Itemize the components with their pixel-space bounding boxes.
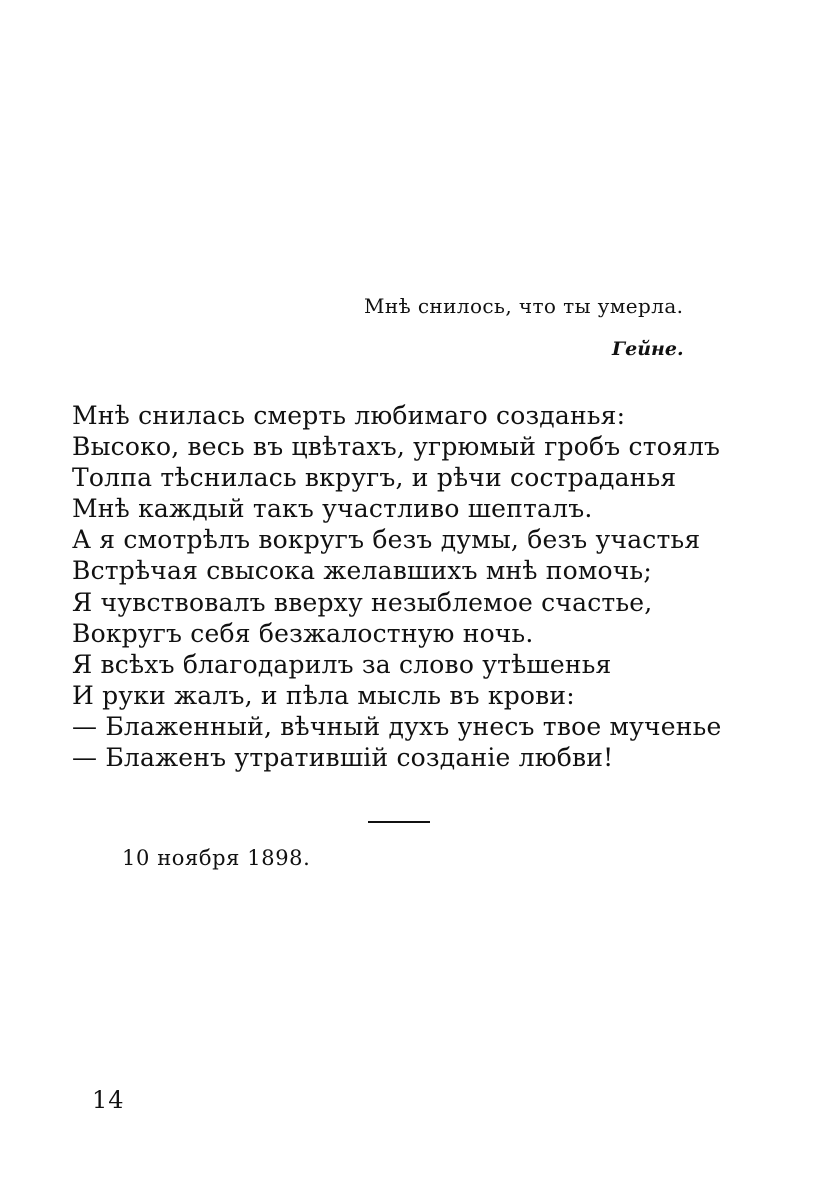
poem-line: Толпа тѣснилась вкругъ, и рѣчи состраданья [72,463,677,493]
poem-line: Высоко, весь въ цвѣтахъ, угрюмый гробъ стоялъ [72,432,721,462]
epigraph-author: Гейне. [612,338,684,360]
section-divider [368,821,430,823]
poem-line: Встрѣчая свысока желавшихъ мнѣ помочь; [72,556,652,586]
poem-line: Мнѣ каждый такъ участливо шепталъ. [72,494,593,524]
poem-line: И руки жалъ, и пѣла мысль въ крови: [72,680,575,710]
page-number: 14 [92,1086,125,1114]
poem-line: Я чувствовалъ вверху незыблемое счастье, [72,587,653,617]
poem-date: 10 ноября 1898. [122,846,311,870]
poem-line: А я смотрѣлъ вокругъ безъ думы, безъ участья [72,525,701,555]
poem-body [72,400,721,773]
poem-line: — Блаженный, вѣчный духъ унесъ твое мученье [72,711,722,741]
poem-line: Я всѣхъ благодарилъ за слово утѣшенья [72,649,612,679]
poem-line: Вокругъ себя безжалостную ночь. [72,618,534,648]
poem-line: — Блаженъ утратившій созданіе любви! [72,743,614,773]
poem-line: Мнѣ снилась смерть любимаго созданья: [72,401,626,430]
epigraph-quote: Мнѣ снилось, что ты умерла. [364,294,684,318]
